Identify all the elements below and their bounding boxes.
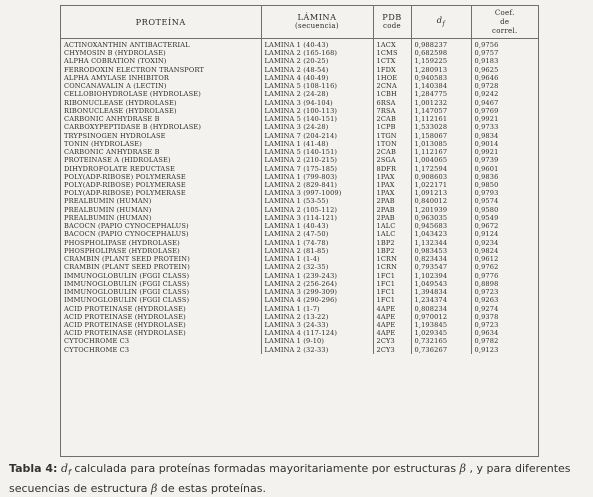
cell-protein: PREALBUMIN (HUMAN) (64, 213, 152, 222)
cell-coef: 0,9793 (471, 189, 538, 197)
header-coef-line3: correl. (491, 26, 518, 35)
caption-text-2: , y para diferentes secuencias de estructura (9, 462, 571, 496)
header-pdb-label: PDB (382, 12, 402, 22)
cell-pdb: 1ALC (373, 222, 411, 230)
cell-lamina: LAMINA 7 (175-185) (261, 165, 373, 173)
table-row (61, 99, 538, 107)
table-row (61, 107, 538, 115)
cell-df: 0,983453 (411, 247, 471, 255)
cell-lamina: LAMINA 5 (140-151) (261, 148, 373, 156)
cell-protein: ACID PROTEINASE (HYDROLASE) (64, 320, 186, 329)
cell-coef: 0,9234 (471, 239, 538, 247)
header-lamina-sub: (secuencia) (295, 22, 339, 30)
cell-coef: 0,9263 (471, 296, 538, 304)
cell-df: 1,091213 (411, 189, 471, 197)
header-pdb-sub: code (383, 22, 401, 30)
table-row (61, 337, 538, 345)
cell-protein: CRAMBIN (PLANT SEED PROTEIN) (64, 263, 190, 272)
header-coef (471, 6, 538, 39)
table-row (61, 140, 538, 148)
cell-coef: 0,9672 (471, 222, 538, 230)
cell-coef: 0,9242 (471, 90, 538, 98)
cell-df: 1,112161 (411, 115, 471, 123)
cell-protein: ALPHA AMYLASE INHIBITOR (64, 73, 170, 82)
cell-lamina: LAMINA 3 (299-309) (261, 288, 373, 296)
cell-protein: ACID PROTEINASE (HYDROLASE) (64, 312, 186, 321)
cell-df: 1,201939 (411, 206, 471, 214)
table-row (61, 39, 538, 50)
table-row (61, 288, 538, 296)
cell-pdb: 1BP2 (373, 247, 411, 255)
cell-df: 1,172594 (411, 165, 471, 173)
header-lamina (261, 6, 373, 39)
cell-pdb: 4APE (373, 329, 411, 337)
table-row (61, 206, 538, 214)
cell-coef: 0,9757 (471, 49, 538, 57)
cell-coef: 0,9756 (471, 39, 538, 50)
cell-pdb: 1FDX (373, 66, 411, 74)
cell-df: 1,140384 (411, 82, 471, 90)
cell-df: 0,682598 (411, 49, 471, 57)
cell-protein: FERRODOXIN ELECTRON TRANSPORT (64, 65, 204, 74)
cell-lamina: LAMINA 3 (24-33) (261, 321, 373, 329)
cell-coef: 0,9733 (471, 123, 538, 131)
cell-lamina: LAMINA 2 (48-54) (261, 66, 373, 74)
cell-lamina: LAMINA 1 (239-243) (261, 272, 373, 280)
cell-lamina: LAMINA 2 (13-22) (261, 313, 373, 321)
cell-protein: DIHYDROFOLATE REDUCTASE (64, 164, 175, 173)
cell-protein: POLY(ADP-RIBOSE) POLYMERASE (64, 172, 186, 181)
cell-pdb: 1FC1 (373, 272, 411, 280)
cell-lamina: LAMINA 2 (105-112) (261, 206, 373, 214)
cell-protein: ACID PROTEINASE (HYDROLASE) (64, 329, 186, 338)
table-row (61, 255, 538, 263)
cell-protein: TONIN (HYDROLASE) (64, 139, 142, 148)
cell-coef: 0,9723 (471, 321, 538, 329)
cell-protein: PHOSPHOLIPASE (HYDROLASE) (64, 238, 180, 247)
protein-table-frame (60, 5, 539, 457)
cell-lamina: LAMINA 3 (94-104) (261, 99, 373, 107)
cell-lamina: LAMINA 3 (24-28) (261, 123, 373, 131)
cell-pdb: 2CNA (373, 82, 411, 90)
cell-protein: CYTOCHROME C3 (64, 345, 130, 354)
cell-pdb: 2CY3 (373, 346, 411, 354)
table-row (61, 263, 538, 271)
cell-pdb: 1FC1 (373, 280, 411, 288)
cell-lamina: LAMINA 1 (40-43) (261, 39, 373, 50)
header-protein-label: PROTEÍNA (135, 16, 186, 27)
cell-pdb: 2PAB (373, 206, 411, 214)
cell-coef: 0,9723 (471, 288, 538, 296)
cell-protein: RIBONUCLEASE (HYDROLASE) (64, 98, 177, 107)
cell-pdb: 4APE (373, 305, 411, 313)
cell-df: 0,940583 (411, 74, 471, 82)
cell-df: 1,158067 (411, 132, 471, 140)
cell-df: 0,840012 (411, 197, 471, 205)
cell-lamina: LAMINA 2 (20-25) (261, 57, 373, 65)
cell-df: 0,736267 (411, 346, 471, 354)
cell-lamina: LAMINA 1 (41-48) (261, 140, 373, 148)
cell-df: 1,234374 (411, 296, 471, 304)
table-row (61, 222, 538, 230)
table-row (61, 296, 538, 304)
cell-pdb: 1TON (373, 140, 411, 148)
cell-pdb: 2CY3 (373, 337, 411, 345)
cell-lamina: LAMINA 1 (74-78) (261, 239, 373, 247)
cell-protein: CARBONIC ANHYDRASE B (64, 115, 160, 124)
cell-df: 0,945683 (411, 222, 471, 230)
cell-protein: CRAMBIN (PLANT SEED PROTEIN) (64, 255, 190, 264)
cell-protein: IMMUNOGLOBULIN (FGGI CLASS) (64, 296, 190, 305)
cell-coef: 0,9580 (471, 206, 538, 214)
cell-pdb: 2CAB (373, 115, 411, 123)
cell-protein: BACOCN (PAPIO CYNOCEPHALUS) (64, 230, 189, 239)
header-lamina-label: LÁMINA (297, 12, 337, 22)
cell-lamina: LAMINA 2 (32-33) (261, 346, 373, 354)
cell-lamina: LAMINA 2 (210-215) (261, 156, 373, 164)
cell-df: 1,102394 (411, 272, 471, 280)
cell-pdb: 2PAB (373, 214, 411, 222)
cell-lamina: LAMINA 4 (290-296) (261, 296, 373, 304)
cell-df: 0,732165 (411, 337, 471, 345)
cell-protein: CONCANAVALIN A (LECTIN) (64, 82, 167, 91)
cell-lamina: LAMINA 1 (53-55) (261, 197, 373, 205)
table-row (61, 280, 538, 288)
cell-lamina: LAMINA 2 (24-28) (261, 90, 373, 98)
cell-pdb: 1FC1 (373, 296, 411, 304)
cell-lamina: LAMINA 4 (117-124) (261, 329, 373, 337)
cell-pdb: 2SGA (373, 156, 411, 164)
cell-pdb: 2CAB (373, 148, 411, 156)
cell-coef: 0,9762 (471, 263, 538, 271)
cell-lamina: LAMINA 2 (32-35) (261, 263, 373, 271)
cell-lamina: LAMINA 2 (81-85) (261, 247, 373, 255)
cell-pdb: 1FC1 (373, 288, 411, 296)
cell-lamina: LAMINA 1 (1-4) (261, 255, 373, 263)
cell-pdb: 1ALC (373, 230, 411, 238)
cell-protein: IMMUNOGLOBULIN (FGGI CLASS) (64, 279, 190, 288)
cell-coef: 0,9274 (471, 305, 538, 313)
cell-coef: 0,9183 (471, 57, 538, 65)
cell-protein: IMMUNOGLOBULIN (FGGI CLASS) (64, 271, 190, 280)
caption-symbol-d: d (60, 462, 69, 475)
cell-lamina: LAMINA 3 (114-121) (261, 214, 373, 222)
cell-protein: POLY(ADP-RIBOSE) POLYMERASE (64, 189, 186, 198)
cell-coef: 0,9014 (471, 140, 538, 148)
header-protein (61, 6, 261, 39)
table-row (61, 132, 538, 140)
cell-coef: 0,9634 (471, 329, 538, 337)
cell-pdb: 1CRN (373, 255, 411, 263)
cell-lamina: LAMINA 2 (829-841) (261, 181, 373, 189)
caption-symbol-f: f (68, 468, 71, 478)
cell-lamina: LAMINA 2 (100-113) (261, 107, 373, 115)
table-row (61, 156, 538, 164)
cell-coef: 0,9776 (471, 272, 538, 280)
cell-coef: 0,9124 (471, 230, 538, 238)
cell-protein: CYTOCHROME C3 (64, 337, 130, 346)
table-row (61, 247, 538, 255)
table-row (61, 57, 538, 65)
cell-pdb: 1ACX (373, 39, 411, 50)
cell-df: 1,029345 (411, 329, 471, 337)
cell-protein: ALPHA COBRATION (TOXIN) (64, 57, 167, 66)
header-coef-line1: Coef. (494, 8, 515, 17)
cell-protein: PREALBUMIN (HUMAN) (64, 205, 152, 214)
cell-df: 0,823434 (411, 255, 471, 263)
cell-coef: 0,9921 (471, 115, 538, 123)
cell-lamina: LAMINA 7 (204-214) (261, 132, 373, 140)
table-row (61, 181, 538, 189)
cell-df: 1,394834 (411, 288, 471, 296)
cell-df: 1,022171 (411, 181, 471, 189)
cell-lamina: LAMINA 1 (9-10) (261, 337, 373, 345)
cell-protein: CARBONIC ANHYDRASE B (64, 148, 160, 157)
table-body (61, 39, 538, 354)
cell-protein: IMMUNOGLOBULIN (FGGI CLASS) (64, 288, 190, 297)
cell-lamina: LAMINA 1 (1-7) (261, 305, 373, 313)
cell-coef: 0,9836 (471, 173, 538, 181)
cell-coef: 0,9378 (471, 313, 538, 321)
cell-coef: 0,9646 (471, 74, 538, 82)
cell-coef: 0,9739 (471, 156, 538, 164)
table-row (61, 74, 538, 82)
table-row (61, 321, 538, 329)
table-row (61, 123, 538, 131)
cell-coef: 0,9612 (471, 255, 538, 263)
cell-pdb: 1PAX (373, 189, 411, 197)
cell-coef: 0,9549 (471, 214, 538, 222)
caption-label: Tabla 4: (9, 462, 58, 475)
cell-pdb: 1PAX (373, 181, 411, 189)
cell-coef: 0,9625 (471, 66, 538, 74)
cell-pdb: 1CPB (373, 123, 411, 131)
table-row (61, 239, 538, 247)
cell-pdb: 1CRN (373, 263, 411, 271)
cell-df: 0,908603 (411, 173, 471, 181)
cell-coef: 0,9769 (471, 107, 538, 115)
cell-lamina: LAMINA 3 (997-1009) (261, 189, 373, 197)
cell-pdb: 2PAB (373, 197, 411, 205)
table-row (61, 148, 538, 156)
table-row (61, 90, 538, 98)
cell-df: 1,132344 (411, 239, 471, 247)
cell-coef: 0,9574 (471, 197, 538, 205)
table-row (61, 214, 538, 222)
table-row (61, 313, 538, 321)
cell-coef: 0,9921 (471, 148, 538, 156)
cell-pdb: 1HOE (373, 74, 411, 82)
table-row (61, 189, 538, 197)
cell-coef: 0,9123 (471, 346, 538, 354)
table-row (61, 49, 538, 57)
cell-coef: 0,8898 (471, 280, 538, 288)
header-df (411, 6, 471, 39)
caption-text-1: calculada para proteínas formadas mayoritariamente por estructuras (70, 462, 460, 475)
table-row (61, 305, 538, 313)
cell-df: 0,970012 (411, 313, 471, 321)
cell-df: 1,013085 (411, 140, 471, 148)
cell-lamina: LAMINA 2 (165-168) (261, 49, 373, 57)
table-row (61, 272, 538, 280)
table-row (61, 115, 538, 123)
table-row (61, 66, 538, 74)
table-row (61, 165, 538, 173)
table-row (61, 197, 538, 205)
header-df-subscript: f (442, 20, 446, 28)
cell-df: 1,049543 (411, 280, 471, 288)
table-row (61, 329, 538, 337)
cell-protein: RIBONUCLEASE (HYDROLASE) (64, 106, 177, 115)
cell-lamina: LAMINA 4 (40-49) (261, 74, 373, 82)
cell-df: 1,284775 (411, 90, 471, 98)
header-coef-line2: de (500, 17, 510, 26)
cell-coef: 0,9467 (471, 99, 538, 107)
cell-pdb: 6RSA (373, 99, 411, 107)
cell-df: 1,004065 (411, 156, 471, 164)
cell-df: 1,043423 (411, 230, 471, 238)
cell-protein: PREALBUMIN (HUMAN) (64, 197, 152, 206)
table-row (61, 346, 538, 354)
cell-df: 0,808234 (411, 305, 471, 313)
cell-pdb: 4APE (373, 313, 411, 321)
cell-pdb: 1BP2 (373, 239, 411, 247)
cell-pdb: 7RSA (373, 107, 411, 115)
header-df-symbol: d (436, 14, 443, 25)
cell-coef: 0,9850 (471, 181, 538, 189)
cell-lamina: LAMINA 5 (108-116) (261, 82, 373, 90)
cell-df: 1,147057 (411, 107, 471, 115)
protein-table (61, 6, 538, 354)
table-row (61, 173, 538, 181)
cell-df: 1,159225 (411, 57, 471, 65)
cell-lamina: LAMINA 1 (799-803) (261, 173, 373, 181)
caption-text-3: de estas proteínas. (157, 482, 266, 496)
cell-protein: BACOCN (PAPIO CYNOCEPHALUS) (64, 222, 189, 231)
cell-protein: CHYMOSIN B (HYDROLASE) (64, 49, 166, 58)
table-row (61, 82, 538, 90)
cell-coef: 0,9728 (471, 82, 538, 90)
cell-df: 0,793547 (411, 263, 471, 271)
cell-df: 1,112167 (411, 148, 471, 156)
cell-pdb: 1CBH (373, 90, 411, 98)
cell-pdb: 4APE (373, 321, 411, 329)
cell-pdb: 1PAX (373, 173, 411, 181)
cell-pdb: 8DFR (373, 165, 411, 173)
cell-protein: ACID PROTEINASE (HYDROLASE) (64, 304, 186, 313)
cell-protein: CARBOXYPEPTIDASE B (HYDROLASE) (64, 123, 202, 132)
cell-protein: CELLOBIOHYDROLASE (HYDROLASE) (64, 90, 201, 99)
cell-lamina: LAMINA 1 (40-43) (261, 222, 373, 230)
table-header (61, 6, 538, 39)
cell-lamina: LAMINA 2 (256-264) (261, 280, 373, 288)
cell-df: 0,988237 (411, 39, 471, 50)
caption-beta-2: β (150, 482, 158, 496)
caption-beta-1: β (459, 462, 467, 475)
cell-coef: 0,9824 (471, 247, 538, 255)
cell-protein: POLY(ADP-RIBOSE) POLYMERASE (64, 180, 186, 189)
cell-df: 1,533028 (411, 123, 471, 131)
cell-df: 1,193845 (411, 321, 471, 329)
cell-protein: PROTEINASE A (HIDROLASE) (64, 156, 171, 165)
cell-pdb: 1TGN (373, 132, 411, 140)
cell-lamina: LAMINA 2 (47-50) (261, 230, 373, 238)
table-row (61, 230, 538, 238)
cell-protein: ACTINOXANTHIN ANTIBACTERIAL (64, 41, 190, 49)
cell-protein: PHOSPHOLIPASE (HYDROLASE) (64, 246, 180, 255)
cell-lamina: LAMINA 5 (140-151) (261, 115, 373, 123)
cell-coef: 0,9601 (471, 165, 538, 173)
cell-df: 0,963035 (411, 214, 471, 222)
cell-pdb: 1CTX (373, 57, 411, 65)
cell-protein: TRYPSINOGEN HYDROLASE (64, 131, 166, 140)
table-caption (9, 461, 589, 497)
cell-coef: 0,9834 (471, 132, 538, 140)
header-pdb (373, 6, 411, 39)
cell-coef: 0,9782 (471, 337, 538, 345)
cell-pdb: 1CMS (373, 49, 411, 57)
cell-df: 1,001232 (411, 99, 471, 107)
cell-df: 1,280913 (411, 66, 471, 74)
